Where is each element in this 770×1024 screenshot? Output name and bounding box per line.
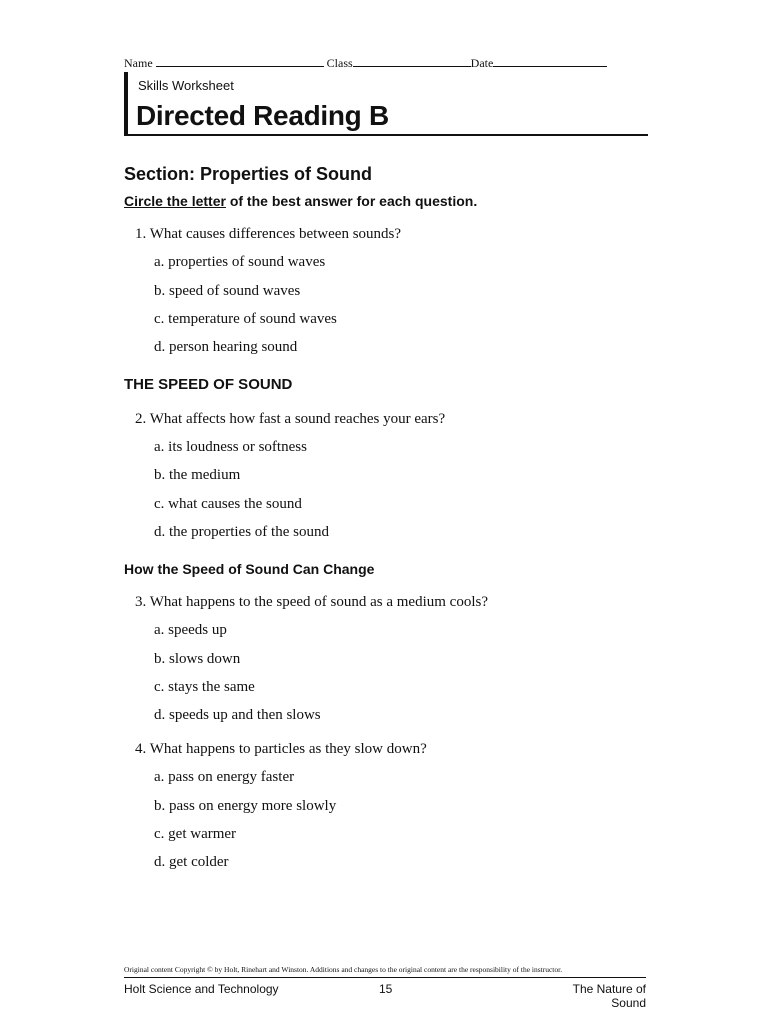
question-number: 2. [135, 411, 147, 427]
section-title: Section: Properties of Sound [124, 164, 373, 184]
answer-option[interactable]: a. its loudness or softness [154, 439, 307, 455]
question-text: What happens to the speed of sound as a medium cools? [149, 594, 488, 610]
answer-option[interactable]: b. slows down [154, 651, 241, 667]
answer-option[interactable]: b. speed of sound waves [154, 283, 301, 299]
answer-option[interactable]: a. pass on energy faster [154, 769, 295, 785]
question-text: What affects how fast a sound reaches your ears? [149, 411, 446, 427]
footer-chapter: The Nature of Sound [572, 982, 646, 1010]
date-label: Date [470, 56, 494, 70]
question-number: 4. [135, 741, 147, 757]
footer-page-number: 15 [379, 982, 393, 996]
class-blank[interactable] [353, 57, 471, 67]
answer-option[interactable]: c. get warmer [154, 826, 237, 842]
question-2 [135, 411, 445, 428]
answer-option[interactable]: d. person hearing sound [154, 339, 298, 355]
name-label: Name [124, 56, 153, 70]
heading-speed-change: How the Speed of Sound Can Change [124, 561, 375, 577]
name-blank[interactable] [156, 57, 324, 67]
question-text: What causes differences between sounds? [149, 226, 402, 242]
answer-option[interactable]: d. speeds up and then slows [154, 707, 321, 723]
answer-option[interactable]: a. speeds up [154, 622, 227, 638]
answer-option[interactable]: b. pass on energy more slowly [154, 798, 337, 814]
instruction-underlined: Circle the letter [124, 193, 226, 209]
answer-option[interactable]: c. temperature of sound waves [154, 311, 337, 327]
question-4 [135, 741, 427, 758]
answer-option[interactable]: d. get colder [154, 854, 229, 870]
copyright-notice: Original content Copyright © by Holt, Rinehart and Winston. Additions and changes to the original content are the responsibility of the instructor. [124, 965, 646, 978]
instruction-rest: of the best answer for each question. [225, 193, 478, 209]
answer-option[interactable]: a. properties of sound waves [154, 254, 326, 270]
question-3 [135, 594, 488, 611]
answer-option[interactable]: c. stays the same [154, 679, 255, 695]
question-1 [135, 226, 401, 243]
footer-publisher: Holt Science and Technology [124, 982, 279, 996]
class-label: Class [326, 56, 353, 70]
answer-option[interactable]: b. the medium [154, 467, 241, 483]
worksheet-type: Skills Worksheet [138, 78, 234, 93]
instruction [124, 193, 477, 209]
answer-option[interactable]: c. what causes the sound [154, 496, 302, 512]
student-info-line [124, 56, 644, 71]
answer-option[interactable]: d. the properties of the sound [154, 524, 329, 540]
question-text: What happens to particles as they slow down? [149, 741, 427, 757]
title-block [124, 72, 648, 136]
worksheet-title: Directed Reading B [136, 100, 389, 131]
date-blank[interactable] [493, 57, 607, 67]
question-number: 1. [135, 226, 147, 242]
heading-speed-of-sound: THE SPEED OF SOUND [124, 376, 293, 393]
question-number: 3. [135, 594, 147, 610]
